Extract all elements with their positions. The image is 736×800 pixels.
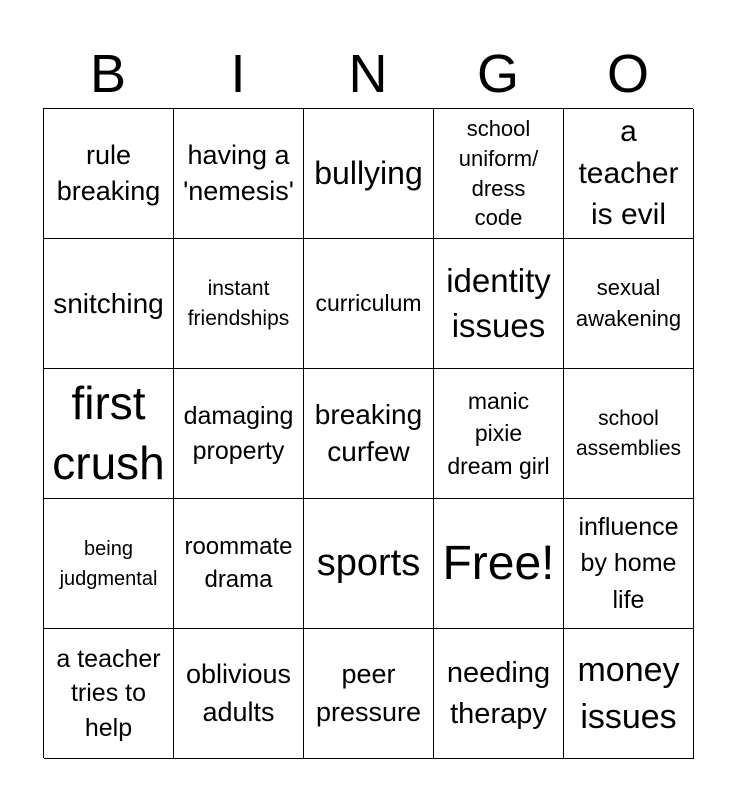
- header-letter-g: G: [476, 44, 519, 104]
- bingo-cell[interactable]: [434, 369, 564, 499]
- header-letter-b: B: [89, 44, 127, 104]
- bingo-cell-text: sports: [316, 541, 421, 584]
- bingo-cell[interactable]: [44, 239, 174, 369]
- bingo-cell-text: school uniform/ dress code: [458, 116, 539, 231]
- bingo-cell-text: having a 'nemesis': [183, 140, 294, 206]
- bingo-cell-text: first crush: [52, 376, 165, 489]
- bingo-cell-text: sexual awakening: [575, 274, 682, 331]
- bingo-cell-text: breaking curfew: [314, 399, 423, 467]
- bingo-cell-text: a teacher tries to help: [56, 644, 161, 742]
- bingo-cell-text: curriculum: [315, 289, 422, 316]
- bingo-cell-text: oblivious adults: [185, 658, 292, 727]
- bingo-header: [43, 40, 693, 108]
- bingo-cell-text: instant friendships: [187, 277, 290, 330]
- header-letter-n: N: [348, 44, 388, 104]
- bingo-cell[interactable]: [44, 499, 174, 629]
- bingo-cell[interactable]: [564, 369, 694, 499]
- bingo-cell[interactable]: [564, 629, 694, 759]
- bingo-cell-text: Free!: [442, 536, 555, 590]
- bingo-cell-text: needing therapy: [446, 656, 551, 730]
- bingo-cell[interactable]: [44, 369, 174, 499]
- bingo-cell[interactable]: [564, 499, 694, 629]
- bingo-cell[interactable]: [564, 239, 694, 369]
- bingo-cell[interactable]: [44, 109, 174, 239]
- bingo-cell[interactable]: [434, 629, 564, 759]
- bingo-cell-text: roommate drama: [184, 533, 293, 593]
- header-letter-o: O: [606, 44, 649, 104]
- bingo-cell-text: school assemblies: [575, 407, 682, 460]
- bingo-cell[interactable]: [434, 109, 564, 239]
- bingo-cell[interactable]: [304, 499, 434, 629]
- bingo-cell[interactable]: [174, 369, 304, 499]
- bingo-free-space[interactable]: [434, 499, 564, 629]
- bingo-cell[interactable]: [304, 369, 434, 499]
- bingo-cell[interactable]: [304, 629, 434, 759]
- bingo-cell[interactable]: [174, 239, 304, 369]
- bingo-cell[interactable]: [304, 239, 434, 369]
- bingo-cell-text: being judgmental: [59, 537, 158, 590]
- bingo-cell[interactable]: [174, 499, 304, 629]
- bingo-cell-text: peer pressure: [315, 659, 422, 727]
- bingo-cell[interactable]: [304, 109, 434, 239]
- bingo-cell-text: bullying: [314, 155, 423, 192]
- bingo-cell-text: snitching: [53, 287, 164, 319]
- bingo-cell[interactable]: [44, 629, 174, 759]
- bingo-cell-text: influence by home life: [578, 513, 679, 614]
- bingo-cell-text: damaging property: [183, 401, 294, 465]
- bingo-cell-text: identity issues: [446, 261, 551, 344]
- bingo-cell-text: manic pixie dream girl: [447, 388, 550, 479]
- bingo-cell-text: money issues: [577, 650, 680, 736]
- bingo-cell[interactable]: [564, 109, 694, 239]
- bingo-cell-text: rule breaking: [56, 140, 161, 206]
- header-letter-i: I: [230, 44, 246, 104]
- bingo-cell[interactable]: [174, 109, 304, 239]
- bingo-cell[interactable]: [174, 629, 304, 759]
- bingo-cell[interactable]: [434, 239, 564, 369]
- bingo-cell-text: a teacher is evil: [578, 115, 679, 232]
- bingo-board: [43, 108, 693, 758]
